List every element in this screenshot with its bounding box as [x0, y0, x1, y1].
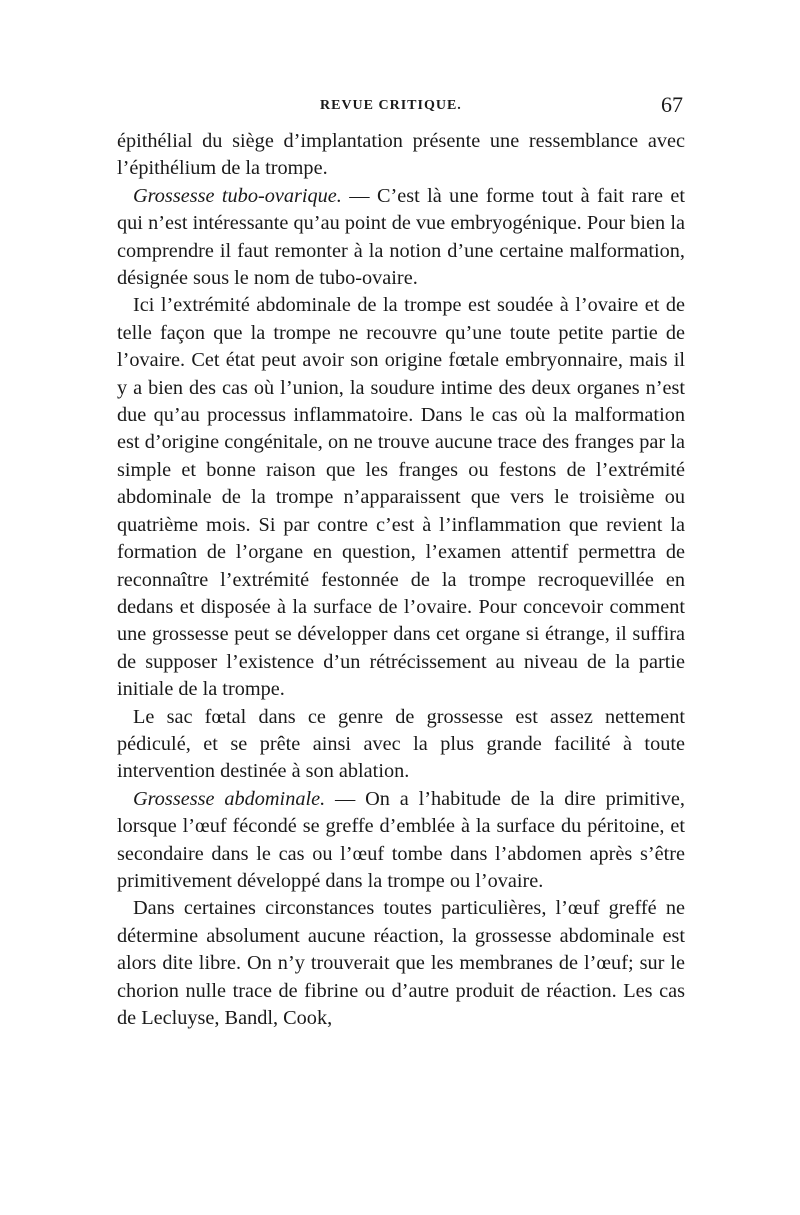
book-page: [117, 92, 685, 1032]
paragraph-6-text: Dans certaines circonstances toutes particulières, l’œuf greffé ne détermine absolument aucune réaction, la grossesse abdominale est alors dite libre. On n’y trouverait que les membranes de l’œuf; sur le chorion nulle trace de fibrine ou d’autre produit de réaction. Les cas de Lecluyse, Bandl, Cook,: [117, 897, 685, 1029]
running-head: [117, 92, 685, 128]
paragraph-3-text: Ici l’extrémité abdominale de la trompe est soudée à l’ovaire et de telle façon que la trompe ne recouvre qu’une toute petite partie de l’ovaire. Cet état peut avoir son origine fœtale embryonnaire, mais il y a bien des cas où l’union, la soudure intime des deux organes n’est due qu’au processus inflammatoire. Dans le cas où la malformation est d’origine congénitale, on ne trouve aucune trace des franges par la simple et bonne raison que les franges ou festons de l’extrémité abdominale de la trompe n’apparaissent que vers le troisième ou quatrième mois. Si par contre c’est à l’inflammation que revient la formation de l’organe en question, l’examen attentif permettra de reconnaître l’extrémité festonnée de la trompe recroquevillée en dedans et disposée à la surface de l’ovaire. Pour concevoir comment une grossesse peut se développer dans cet organe si étrange, il suffira de supposer l’existence d’un rétrécissement au niveau de la partie initiale de la trompe.: [117, 294, 685, 701]
paragraph-4: [117, 704, 685, 786]
paragraph-4-text: Le sac fœtal dans ce genre de grossesse est assez nettement pédiculé, et se prête ainsi avec la plus grande facilité à toute intervention destinée à son ablation.: [117, 705, 685, 783]
heading-tubo-ovarique: Grossesse tubo-ovarique.: [133, 184, 342, 207]
paragraph-5: [117, 786, 685, 896]
body-text: [117, 128, 685, 1032]
paragraph-5-text: — On a l’habitude de la dire primitive, lorsque l’œuf fécondé se greffe d’emblée à la surface du péritoine, et secondaire dans le cas ou l’œuf tombe dans l’abdomen après s’être primitivement développé dans la trompe ou l’ovaire.: [117, 787, 685, 892]
paragraph-3: [117, 292, 685, 703]
paragraph-6: [117, 895, 685, 1032]
paragraph-2: [117, 183, 685, 293]
paragraph-1: [117, 128, 685, 183]
paragraph-1-text: épithélial du siège d’implantation présente une ressemblance avec l’épithélium de la trompe.: [117, 130, 685, 180]
heading-abdominale: Grossesse abdominale.: [133, 787, 326, 810]
page-number: 67: [661, 92, 683, 117]
running-title: REVUE CRITIQUE.: [320, 98, 462, 113]
paragraph-2-text: — C’est là une forme tout à fait rare et qui n’est intéressante qu’au point de vue embryogénique. Pour bien la comprendre il faut remonter à la notion d’une certaine malformation, désignée sous le nom de tubo-ovaire.: [117, 184, 685, 290]
